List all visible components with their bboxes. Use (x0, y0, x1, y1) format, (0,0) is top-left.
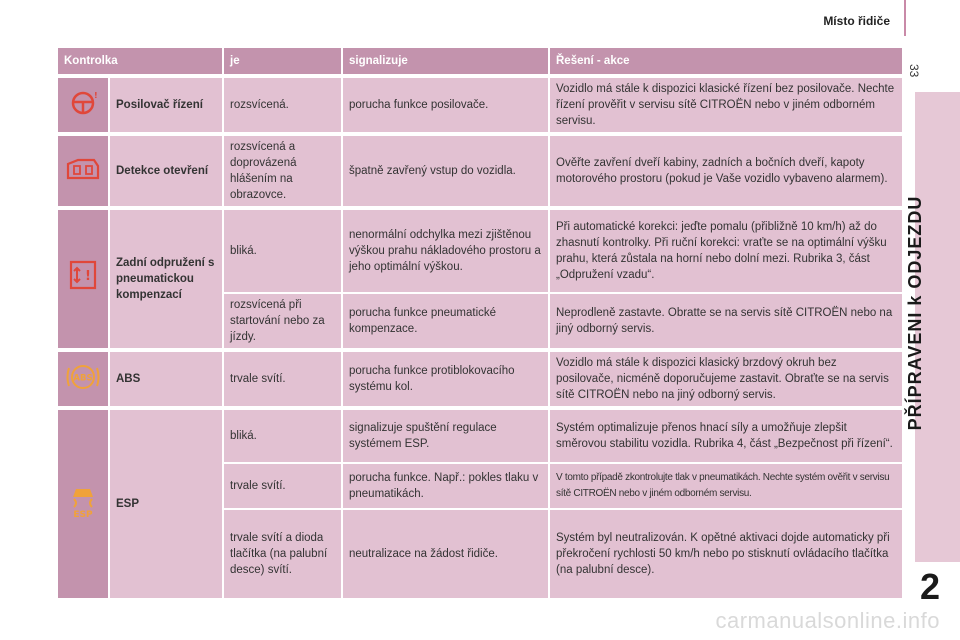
state-cell: trvale svítí a dioda tlačítka (na palubní desce) svítí. (224, 508, 343, 598)
col-header-kontrolka: Kontrolka (58, 48, 224, 74)
col-header-je: je (224, 48, 343, 74)
action-cell: Při automatické korekci: jeďte pomalu (přibližně 10 km/h) až do zhasnutí kontrolky. Při ruční korekci: vraťte se na optimální výšku prahu, která zůstala na horní nebo dolní mezi. Rubrika 3, část „Odpružení vzadu“. (550, 206, 904, 292)
state-cell: trvale svítí. (224, 462, 343, 508)
table-row (58, 74, 904, 132)
door-open-icon (58, 132, 110, 206)
action-cell: Systém byl neutralizován. K opětné aktivaci dojde automaticky při překročení rychlosti 50 km/h nebo po stisknutí ovládacího tlačítka (na palubní desce). (550, 508, 904, 598)
svg-text:!: ! (94, 90, 98, 100)
action-cell: Vozidlo má stále k dispozici klasické řízení bez posilovače. Nechte řízení prověřit v servisu sítě CITROËN nebo v jiném odborném servisu. (550, 74, 904, 132)
meaning-cell: špatně zavřený vstup do vozidla. (343, 132, 550, 206)
svg-text:!: ! (85, 268, 91, 284)
meaning-cell: porucha funkce. Např.: pokles tlaku v pneumatikách. (343, 462, 550, 508)
action-cell: V tomto případě zkontrolujte tlak v pneumatikách. Nechte systém ověřit v servisu sítě CITROËN nebo v jiném odborném servisu. (550, 462, 904, 508)
meaning-cell: porucha funkce protiblokovacího systému kol. (343, 348, 550, 406)
svg-text:ESP: ESP (73, 509, 93, 519)
warning-lights-table (58, 48, 904, 598)
chapter-number: 2 (920, 566, 941, 607)
table-header-row (58, 48, 904, 74)
suspension-icon (58, 206, 110, 348)
watermark: carmanualsonline.info (715, 608, 940, 633)
table-row (58, 206, 904, 292)
state-cell: trvale svítí. (224, 348, 343, 406)
action-cell: Ověřte zavření dveří kabiny, zadních a bočních dveří, kapoty motorového prostoru (pokud je Vaše vozidlo vybaveno alarmem). (550, 132, 904, 206)
action-cell: Systém optimalizuje přenos hnací síly a umožňuje zlepšit směrovou stabilitu vozidla. Rubrika 4, část „Bezpečnost při řízení“. (550, 406, 904, 462)
state-cell: bliká. (224, 206, 343, 292)
page-number: 33 (907, 64, 921, 78)
warning-name: ABS (110, 348, 224, 406)
action-cell: Vozidlo má stále k dispozici klasický brzdový okruh bez posilovače, nicméně doporučujeme zastavit. Obraťte se na servis sítě CITROËN nebo na jiný odborný servis. (550, 348, 904, 406)
meaning-cell: porucha funkce posilovače. (343, 74, 550, 132)
col-header-signalizuje: signalizuje (343, 48, 550, 74)
meaning-cell: nenormální odchylka mezi zjištěnou výškou prahu nákladového prostoru a jeho optimální výškou. (343, 206, 550, 292)
warning-name: Posilovač řízení (110, 74, 224, 132)
col-header-reseni: Řešení - akce (550, 48, 904, 74)
esp-icon (58, 406, 110, 598)
warning-name: Zadní odpružení s pneumatickou kompenzací (110, 206, 224, 348)
table-row (58, 132, 904, 206)
warning-name: Detekce otevření (110, 132, 224, 206)
table-row (58, 348, 904, 406)
page-header-title: Místo řidiče (823, 14, 890, 28)
abs-icon (58, 348, 110, 406)
power-steering-icon (58, 74, 110, 132)
meaning-cell: signalizuje spuštění regulace systémem ESP. (343, 406, 550, 462)
meaning-cell: neutralizace na žádost řidiče. (343, 508, 550, 598)
state-cell: rozsvícená při startování nebo za jízdy. (224, 292, 343, 348)
meaning-cell: porucha funkce pneumatické kompenzace. (343, 292, 550, 348)
state-cell: rozsvícená. (224, 74, 343, 132)
state-cell: rozsvícená a doprovázená hlášením na obrazovce. (224, 132, 343, 206)
header-divider (904, 0, 906, 36)
chapter-side-tab-label: PŘÍPRAVENI k ODJEZDU (905, 195, 925, 431)
action-cell: Neprodleně zastavte. Obratte se na servis sítě CITROËN nebo na jiný odborný servis. (550, 292, 904, 348)
state-cell: bliká. (224, 406, 343, 462)
warning-name: ESP (110, 406, 224, 598)
svg-text:ABS: ABS (73, 373, 93, 383)
table-row (58, 406, 904, 462)
